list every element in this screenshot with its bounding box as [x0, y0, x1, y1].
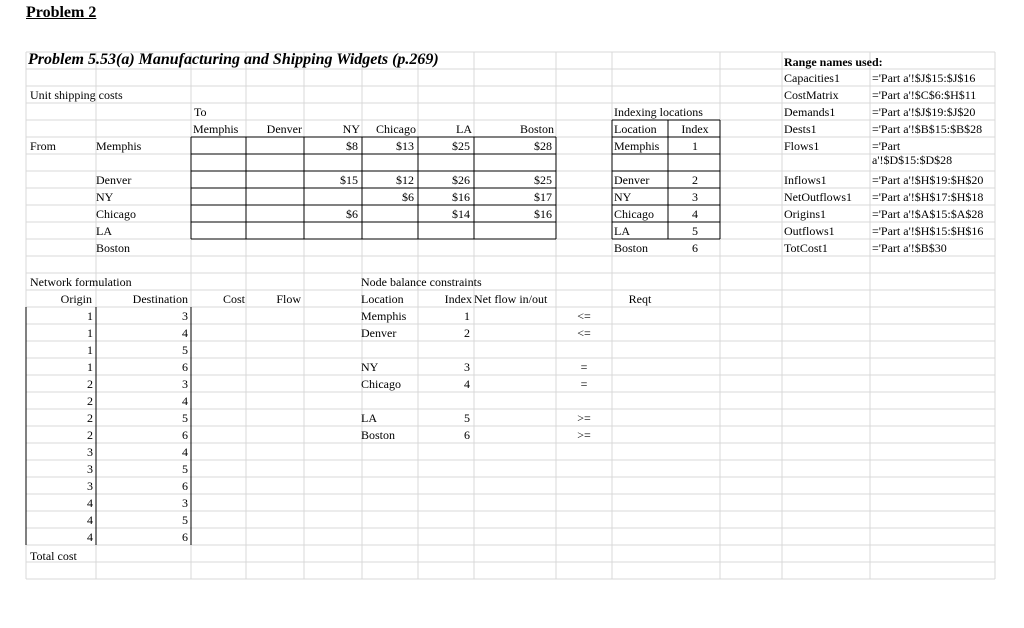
unit-cost-value: $15 [340, 173, 358, 187]
arc-destination: 6 [182, 530, 188, 544]
arc-destination: 3 [182, 377, 188, 391]
range-name: Capacities1 [784, 71, 840, 85]
node-index: 1 [464, 309, 470, 323]
node-location-header: Location [361, 292, 404, 306]
node-location: Denver [361, 326, 397, 340]
origin-label: Memphis [96, 139, 142, 153]
arc-destination: 5 [182, 462, 188, 476]
arc-destination: 6 [182, 428, 188, 442]
to-label: To [194, 105, 207, 119]
arc-origin: 1 [87, 326, 93, 340]
unit-cost-value: $8 [346, 139, 358, 153]
destination-header: Boston [519, 122, 554, 136]
indexing-index: 5 [692, 224, 698, 238]
arc-origin: 4 [87, 496, 93, 510]
arc-destination: 5 [182, 411, 188, 425]
range-ref: ='Part a'!$A$15:$A$28 [872, 207, 984, 221]
node-sign: >= [577, 428, 591, 442]
range-name: Outflows1 [784, 224, 835, 238]
range-ref: ='Part a'!$C$6:$H$11 [872, 88, 977, 102]
arc-origin: 4 [87, 530, 93, 544]
node-location: Boston [361, 428, 396, 442]
indexing-location: Denver [614, 173, 650, 187]
node-index: 5 [464, 411, 470, 425]
range-name: NetOutflows1 [784, 190, 852, 204]
arc-origin: 1 [87, 360, 93, 374]
indexing-index: 4 [692, 207, 698, 221]
indexing-index: 6 [692, 241, 698, 255]
range-name: Origins1 [784, 207, 826, 221]
unit-cost-value: $16 [534, 207, 552, 221]
unit-cost-value: $12 [396, 173, 414, 187]
cost-header: Cost [222, 292, 245, 306]
arc-origin: 1 [87, 343, 93, 357]
node-sign: >= [577, 411, 591, 425]
unit-cost-value: $16 [452, 190, 470, 204]
arc-destination: 4 [182, 326, 188, 340]
origin-label: Boston [96, 241, 131, 255]
indexing-location-header: Location [614, 122, 657, 136]
range-ref: ='Part a'!$B$15:$B$28 [872, 122, 983, 136]
node-sign: <= [577, 309, 591, 323]
arc-origin: 4 [87, 513, 93, 527]
arc-origin: 2 [87, 428, 93, 442]
arc-origin: 2 [87, 411, 93, 425]
range-ref: ='Part [872, 139, 901, 153]
arc-destination: 5 [182, 343, 188, 357]
node-index-header: Index [444, 292, 472, 306]
indexing-index-header: Index [681, 122, 709, 136]
arc-destination: 3 [182, 496, 188, 510]
range-ref: ='Part a'!$J$19:$J$20 [872, 105, 976, 119]
node-location: Memphis [361, 309, 407, 323]
indexing-location: LA [614, 224, 630, 238]
range-ref: a'!$D$15:$D$28 [872, 153, 953, 167]
sheet-title: Problem 2 [26, 4, 97, 21]
flow-header: Flow [276, 292, 301, 306]
range-ref: ='Part a'!$H$15:$H$16 [872, 224, 984, 238]
unit-cost-value: $13 [396, 139, 414, 153]
destination-header: Chicago [376, 122, 416, 136]
arc-origin: 3 [87, 462, 93, 476]
arc-origin: 1 [87, 309, 93, 323]
range-name: CostMatrix [784, 88, 839, 102]
range-ref: ='Part a'!$H$17:$H$18 [872, 190, 984, 204]
from-label: From [30, 139, 57, 153]
node-sign: <= [577, 326, 591, 340]
destination-header: NY [342, 122, 360, 136]
destination-header: Memphis [193, 122, 239, 136]
destination-header: LA [456, 122, 472, 136]
arc-destination: 3 [182, 309, 188, 323]
node-sign: = [580, 360, 588, 374]
node-index: 4 [464, 377, 470, 391]
range-names-title: Range names used: [784, 55, 883, 69]
indexing-title: Indexing locations [614, 105, 703, 119]
destination-header: Destination [132, 292, 188, 306]
node-location: LA [361, 411, 377, 425]
arc-destination: 6 [182, 360, 188, 374]
range-name: TotCost1 [784, 241, 828, 255]
network-title: Network formulation [30, 275, 132, 289]
unit-cost-value: $6 [346, 207, 358, 221]
range-name: Flows1 [784, 139, 820, 153]
indexing-index: 1 [692, 139, 698, 153]
node-location: NY [361, 360, 379, 374]
arc-destination: 4 [182, 445, 188, 459]
arc-destination: 4 [182, 394, 188, 408]
node-balance-title: Node balance constraints [361, 275, 482, 289]
indexing-location: Boston [614, 241, 649, 255]
node-net-header: Net flow in/out [474, 292, 548, 306]
range-ref: ='Part a'!$B$30 [872, 241, 947, 255]
arc-origin: 2 [87, 377, 93, 391]
range-name: Inflows1 [784, 173, 827, 187]
unit-cost-value: $28 [534, 139, 552, 153]
range-name: Demands1 [784, 105, 836, 119]
indexing-location: Memphis [614, 139, 660, 153]
range-name: Dests1 [784, 122, 817, 136]
destination-header: Denver [266, 122, 302, 136]
origin-label: Denver [96, 173, 132, 187]
node-index: 6 [464, 428, 470, 442]
indexing-location: NY [614, 190, 632, 204]
arc-origin: 2 [87, 394, 93, 408]
arc-destination: 5 [182, 513, 188, 527]
unit-cost-value: $6 [402, 190, 414, 204]
node-index: 3 [464, 360, 470, 374]
indexing-location: Chicago [614, 207, 654, 221]
range-ref: ='Part a'!$H$19:$H$20 [872, 173, 984, 187]
origin-label: Chicago [96, 207, 136, 221]
unit-costs-label: Unit shipping costs [30, 88, 123, 102]
unit-cost-value: $25 [534, 173, 552, 187]
node-reqt-header: Reqt [628, 292, 652, 306]
unit-cost-value: $14 [452, 207, 470, 221]
unit-cost-value: $26 [452, 173, 470, 187]
indexing-index: 2 [692, 173, 698, 187]
main-title: Problem 5.53(a) Manufacturing and Shipping Widgets (p.269) [28, 51, 439, 68]
arc-origin: 3 [87, 479, 93, 493]
indexing-index: 3 [692, 190, 698, 204]
node-index: 2 [464, 326, 470, 340]
unit-cost-value: $25 [452, 139, 470, 153]
origin-label: NY [96, 190, 114, 204]
range-ref: ='Part a'!$J$15:$J$16 [872, 71, 976, 85]
node-location: Chicago [361, 377, 401, 391]
arc-origin: 3 [87, 445, 93, 459]
node-sign: = [580, 377, 588, 391]
total-cost-label: Total cost [30, 549, 77, 563]
arc-destination: 6 [182, 479, 188, 493]
unit-cost-value: $17 [534, 190, 552, 204]
origin-header: Origin [60, 292, 92, 306]
origin-label: LA [96, 224, 112, 238]
